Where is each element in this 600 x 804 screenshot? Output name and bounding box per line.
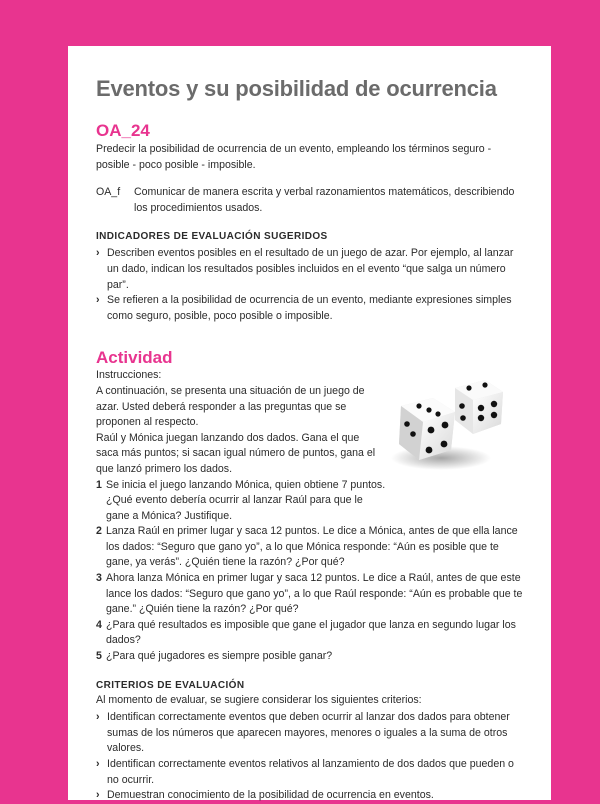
instructions-label: Instrucciones: [96, 369, 162, 382]
intro-paragraph-1: A continuación, se presenta una situación de un juego de azar. Usted deberá responder a las preguntas que se proponen al respecto. [96, 384, 365, 429]
step-number: 4 [96, 618, 102, 631]
dice-image [389, 368, 509, 474]
step-text: Lanza Raúl en primer lugar y saca 12 puntos. Le dice a Mónica, antes de que ella lance los dados: “Seguro que gano yo”, a lo que Mónica responde: “Aún es posible que te gane, ya verás”. ¿Quién tiene la razón? ¿Por qué? [106, 525, 518, 569]
list-item: › Identifican correctamente eventos relativos al lanzamiento de dos dados que pueden o no ocurrir. [96, 757, 523, 788]
document-page [68, 46, 551, 800]
step-number: 5 [96, 650, 102, 663]
list-item [96, 571, 523, 618]
step-number: 1 [96, 478, 102, 491]
step-text: ¿Para qué resultados es imposible que gane el jugador que lanza en segundo lugar los dados? [106, 618, 516, 647]
list-item: › Identifican correctamente eventos que deben ocurrir al lanzar dos dados para obtener sumas de los números que aparecen mayores, menores o iguales a la suma de otros valores. [96, 710, 523, 757]
list-item [96, 524, 523, 571]
indicadores-list [96, 246, 523, 324]
list-item [96, 618, 523, 649]
step-text: ¿Para qué jugadores es siempre posible ganar? [106, 650, 333, 663]
list-item: › Describen eventos posibles en el resultado de un juego de azar. Por ejemplo, al lanzar un dado, indican los resultados posibles incluidos en el evento “que salga un número par”. [96, 246, 523, 293]
criterios-list [96, 710, 523, 804]
intro-paragraph-2: Raúl y Mónica juegan lanzando dos dados. Gana el que saca más puntos; si sacan igual número de puntos, gana el que lanzó primero los dados. [96, 431, 376, 475]
step-text: Se inicia el juego lanzando Mónica, quien obtiene 7 puntos. ¿Qué evento debería ocurrir al lanzar Raúl para que le gane a Mónica? Justifique. [106, 478, 386, 522]
actividad-intro [96, 368, 523, 477]
oa-f-row [96, 185, 523, 216]
step-text: Ahora lanza Mónica en primer lugar y saca 12 puntos. Le dice a Raúl, antes de que este lance los dados: “Seguro que gano yo”, a lo que Raúl responde: “Aún es probable que te gane.” ¿Quién tiene la razón? ¿Por qué? [106, 572, 523, 616]
die-front [399, 398, 455, 460]
actividad-steps [96, 478, 523, 665]
indicadores-heading: INDICADORES DE EVALUACIÓN SUGERIDOS [96, 231, 328, 243]
step-number: 3 [96, 572, 102, 585]
actividad-title: Actividad [96, 348, 173, 368]
step-number: 2 [96, 525, 102, 538]
list-item: › Se refieren a la posibilidad de ocurrencia de un evento, mediante expresiones simples como seguro, posible, poco posible o imposible. [96, 293, 523, 324]
list-item: › Demuestran conocimiento de la posibilidad de ocurrencia en eventos. [96, 788, 523, 804]
oa-code: OA_24 [96, 121, 150, 140]
list-item [96, 649, 523, 665]
criterios-heading: CRITERIOS DE EVALUACIÓN [96, 679, 245, 691]
oa-text: Predecir la posibilidad de ocurrencia de un evento, empleando los términos seguro - posible - poco posible - imposible. [96, 143, 492, 171]
criterios-intro: Al momento de evaluar, se sugiere considerar los siguientes criterios: [96, 693, 422, 706]
page-title: Eventos y su posibilidad de ocurrencia [96, 76, 497, 101]
list-item [96, 478, 386, 525]
oa-f-code: OA_f [96, 186, 121, 199]
oa-f-text: Comunicar de manera escrita y verbal razonamientos matemáticos, describiendo los procedimientos usados. [134, 186, 515, 214]
die-back [455, 380, 503, 434]
